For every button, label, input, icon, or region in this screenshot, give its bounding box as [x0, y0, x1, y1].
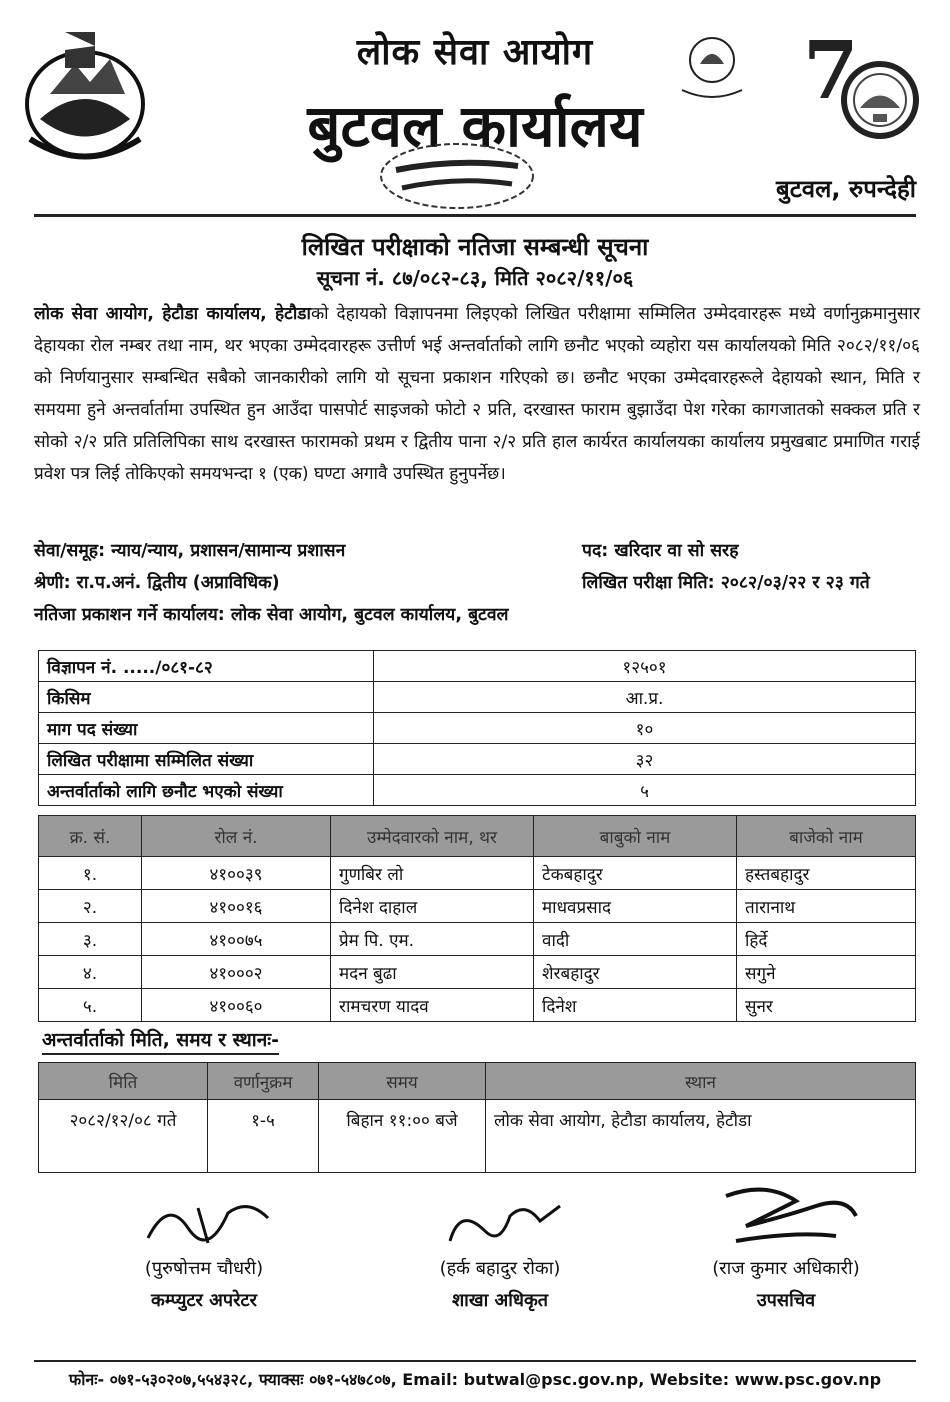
office-location: बुटवल, रुपन्देही [776, 175, 916, 203]
footer-divider [34, 1360, 916, 1362]
service-group: सेवा/समूह: न्याय/न्याय, प्रशासन/सामान्य प्रशासन [34, 541, 346, 561]
office-name: बुटवल कार्यालय [307, 92, 643, 160]
roll-cell: ४१०००२ [142, 956, 331, 989]
table-row [39, 989, 916, 1022]
table-row [39, 775, 916, 806]
roll-cell: ४१००१६ [142, 890, 331, 923]
table-row [39, 1100, 916, 1173]
signatory-post: कम्प्युटर अपरेटर [151, 1290, 257, 1311]
summary-value: ३२ [374, 744, 916, 775]
signatory-name: (राज कुमार अधिकारी) [712, 1258, 860, 1279]
signatory-2 [400, 1256, 600, 1312]
candidate-cell: रामचरण यादव [331, 989, 534, 1022]
grandfather-cell: सुनर [737, 989, 916, 1022]
signatory-1 [104, 1256, 304, 1312]
table-row [39, 857, 916, 890]
summary-label: माग पद संख्या [39, 713, 374, 744]
father-cell: माधवप्रसाद [534, 890, 737, 923]
table-row [39, 744, 916, 775]
signature-1 [128, 1188, 288, 1254]
roll-cell: ४१००३९ [142, 857, 331, 890]
column-header: उम्मेदवारको नाम, थर [331, 816, 534, 857]
organization-name: लोक सेवा आयोग [356, 32, 594, 73]
column-header: बाबुको नाम [534, 816, 737, 857]
serial-cell: ३. [39, 923, 142, 956]
summary-value: आ.प्र. [374, 682, 916, 713]
table-row [39, 682, 916, 713]
signatory-3 [676, 1256, 896, 1312]
signature-2 [430, 1196, 580, 1256]
signature-3 [706, 1176, 876, 1254]
serial-cell: ४. [39, 956, 142, 989]
father-cell: दिनेश [534, 989, 737, 1022]
column-header: क्र. सं. [39, 816, 142, 857]
grandfather-cell: सगुने [737, 956, 916, 989]
candidate-cell: प्रेम पि. एम. [331, 923, 534, 956]
table-row [39, 890, 916, 923]
results-table [38, 815, 916, 1022]
summary-value: १० [374, 713, 916, 744]
father-cell: शेरबहादुर [534, 956, 737, 989]
contact-footer: फोनः- ०७१-५३०२०७,५५४३२८, फ्याक्सः ०७१-५४७८०७, Email: butwal@psc.gov.np, Website: www.psc.gov.np [68, 1370, 882, 1389]
candidate-cell: मदन बुढा [331, 956, 534, 989]
column-header: मिति [39, 1063, 208, 1100]
table-header-row [39, 816, 916, 857]
signatory-post: उपसचिव [756, 1290, 816, 1311]
summary-value: १२५०१ [374, 651, 916, 682]
interview-table [38, 1062, 916, 1173]
serial-cell: २. [39, 890, 142, 923]
column-header: बाजेको नाम [737, 816, 916, 857]
grandfather-cell: तारानाथ [737, 890, 916, 923]
roll-cell: ४१००७५ [142, 923, 331, 956]
serial-cell: १. [39, 857, 142, 890]
interview-date-cell: २०८२/१२/०८ गते [39, 1100, 208, 1173]
grandfather-cell: हस्तबहादुर [737, 857, 916, 890]
office-stamp [376, 140, 538, 212]
exam-date: लिखित परीक्षा मिति: २०८२/०३/२२ र २३ गते [582, 573, 870, 593]
notice-title: लिखित परीक्षाको नतिजा सम्बन्धी सूचना [301, 233, 649, 261]
table-row [39, 923, 916, 956]
notice-paragraph [34, 298, 920, 490]
summary-table [38, 650, 916, 806]
serial-cell: ५. [39, 989, 142, 1022]
father-cell: टेकबहादुर [534, 857, 737, 890]
grandfather-cell: हिर्दे [737, 923, 916, 956]
table-header-row [39, 1063, 916, 1100]
column-header: रोल नं. [142, 816, 331, 857]
father-cell: वादी [534, 923, 737, 956]
table-row [39, 956, 916, 989]
notice-reference: सूचना नं. ८७/०८२-८३, मिति २०८२/११/०६ [316, 266, 634, 290]
summary-label: अन्तर्वार्ताको लागि छनौट भएको संख्या [39, 775, 374, 806]
signatory-name: (पुरुषोत्तम चौधरी) [144, 1258, 264, 1279]
interview-order-cell: १-५ [208, 1100, 319, 1173]
candidate-cell: गुणबिर लो [331, 857, 534, 890]
column-header: स्थान [486, 1063, 916, 1100]
table-row [39, 651, 916, 682]
table-row [39, 713, 916, 744]
column-header: समय [319, 1063, 486, 1100]
publishing-office: नतिजा प्रकाशन गर्ने कार्यालय: लोक सेवा आयोग, बुटवल कार्यालय, बुटवल [34, 605, 509, 625]
interview-time-cell: बिहान ११:०० बजे [319, 1100, 486, 1173]
interview-venue-cell: लोक सेवा आयोग, हेटौडा कार्यालय, हेटौडा [486, 1100, 916, 1173]
paragraph-body: को देहायको विज्ञापनमा लिइएको लिखित परीक्षामा सम्मिलित उम्मेदवारहरू मध्ये वर्णानुक्रमानुसार देहायका रोल नम्बर तथा नाम, थर भएका उम्मेदवारहरू उत्तीर्ण भई अन्तर्वार्ताको लागि छनौट भएको व्यहोरा यस कार्यालयको मिति २०८२/११/०६ को निर्णयानुसार सम्बन्धित सबैको जानकारीको लागि यो सूचना प्रकाशन गरिएको छ। छनौट भएका उम्मेदवारहरूले देहायको स्थान, मिति र समयमा हुने अन्तर्वार्तामा उपस्थित हुन आउँदा पासपोर्ट साइजको फोटो २ प्रति, दरखास्त फाराम बुझाउँदा पेश गरेका कागजातको सक्कल प्रति र सोको २/२ प्रति प्रतिलिपिका साथ दरखास्त फारामको प्रथम र द्वितीय पाना २/२ प्रति हाल कार्यरत कार्यालयका कार्यालय प्रमुखबाट प्रमाणित गराई प्रवेश पत्र लिई तोकिएको समयभन्दा १ (एक) घण्टा अगावै उपस्थित हुनुपर्नेछ। [34, 304, 921, 484]
level: श्रेणी: रा.प.अनं. द्वितीय (अप्राविधिक) [34, 573, 280, 593]
signatory-post: शाखा अधिकृत [451, 1290, 549, 1311]
signatory-name: (हर्क बहादुर रोका) [439, 1258, 561, 1279]
svg-text:7: 7 [803, 28, 859, 117]
summary-value: ५ [374, 775, 916, 806]
paragraph-bold-lead: लोक सेवा आयोग, हेटौडा कार्यालय, हेटौडा [34, 304, 311, 324]
column-header: वर्णानुक्रम [208, 1063, 319, 1100]
summary-label: किसिम [39, 682, 374, 713]
post-name: पद: खरिदार वा सो सरह [582, 541, 739, 561]
interview-heading: अन्तर्वार्ताको मिति, समय र स्थानः- [42, 1026, 279, 1055]
summary-label: विज्ञापन नं. ...../०८१-८२ [39, 651, 374, 682]
header-divider [34, 214, 916, 217]
summary-label: लिखित परीक्षामा सम्मिलित संख्या [39, 744, 374, 775]
candidate-cell: दिनेश दाहाल [331, 890, 534, 923]
roll-cell: ४१००६० [142, 989, 331, 1022]
